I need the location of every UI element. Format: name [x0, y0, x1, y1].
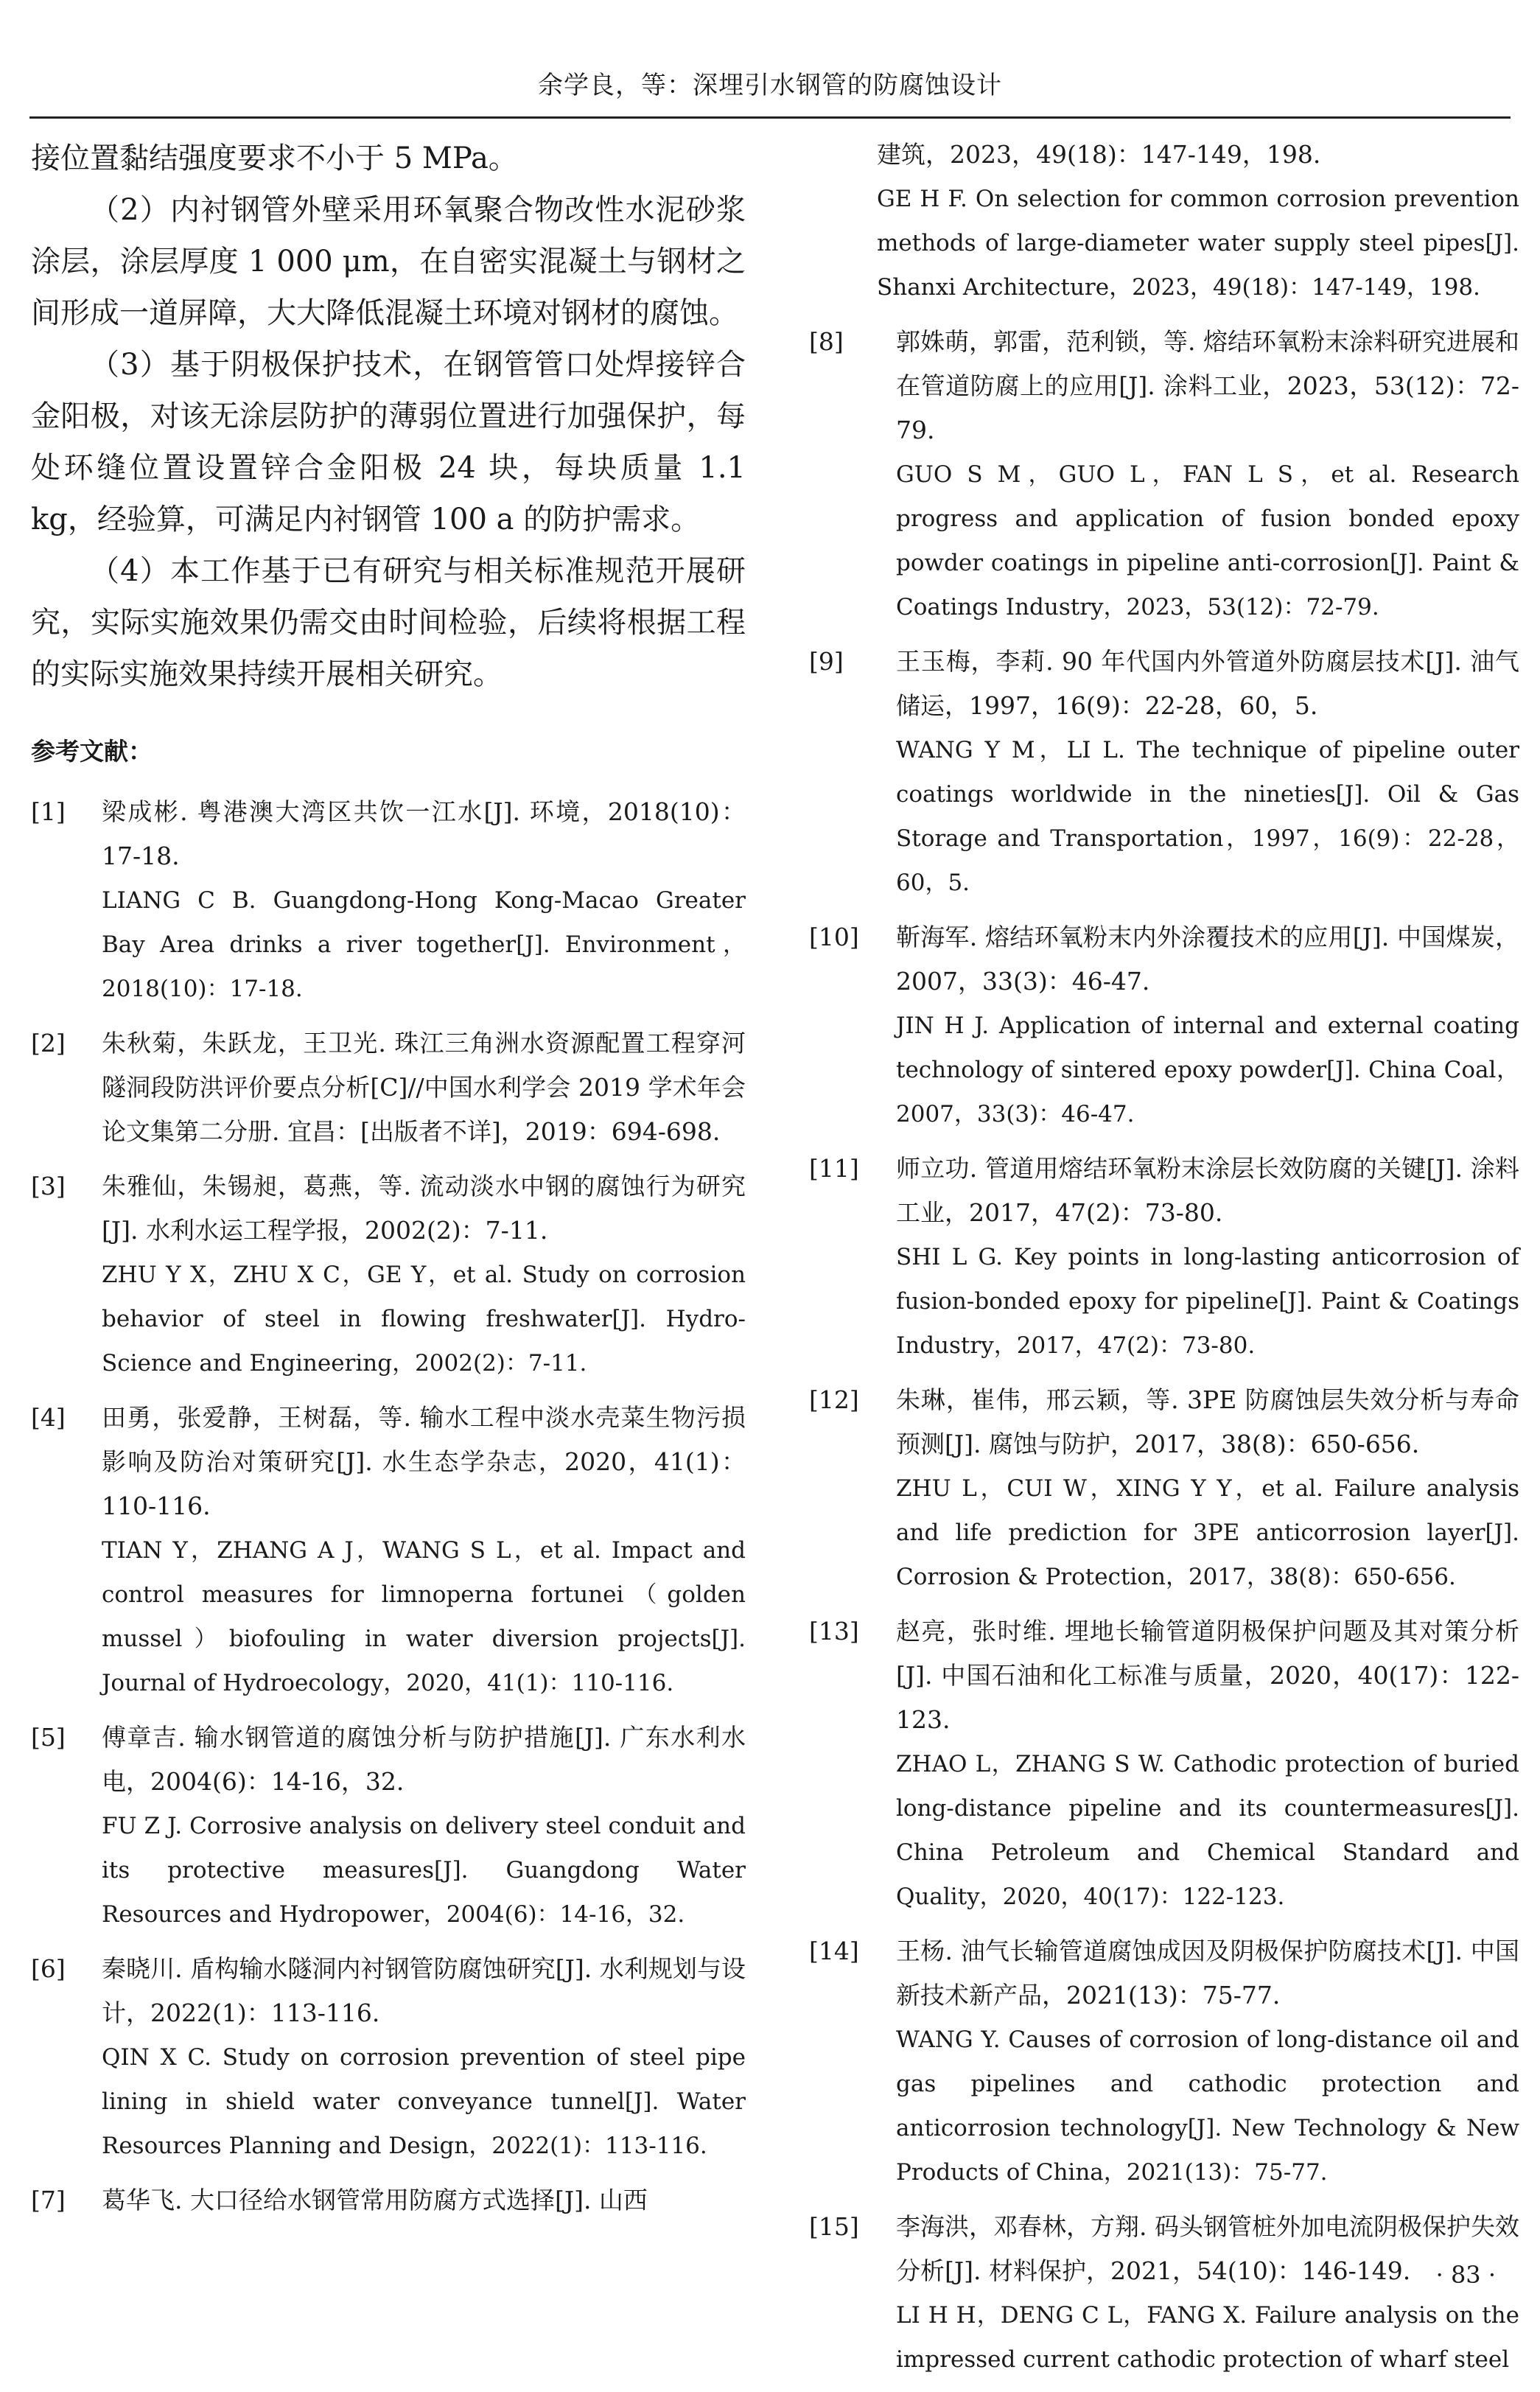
reference-12: [809, 1378, 1519, 1599]
reference-1: [31, 790, 746, 1011]
reference-zh: 师立功. 管道用熔结环氧粉末涂层长效防腐的关键[J]. 涂料工业，2017，47(2)：73-80.: [896, 1154, 1519, 1227]
reference-en: LIANG C B. Guangdong-Hong Kong-Macao Greater Bay Area drinks a river together[J]. Environment，2018(10)：17-18.: [102, 887, 746, 1002]
reference-number: [7]: [31, 2186, 66, 2214]
reference-zh: 田勇，张爱静，王树磊，等. 输水工程中淡水壳菜生物污损影响及防治对策研究[J]. 水生态学杂志，2020，41(1)：110-116.: [102, 1403, 746, 1520]
body-paragraph-2: （2）内衬钢管外壁采用环氧聚合物改性水泥砂浆涂层，涂层厚度 1 000 μm，在自密实混凝土与钢材之间形成一道屏障，大大降低混凝土环境对钢材的腐蚀。: [31, 193, 746, 330]
reference-10: [809, 915, 1519, 1136]
page-number: · 83 ·: [1435, 2261, 1496, 2289]
reference-zh: 傅章吉. 输水钢管道的腐蚀分析与防护措施[J]. 广东水利水电，2004(6)：14-16，32.: [102, 1723, 746, 1796]
reference-zh: 葛华飞. 大口径给水钢管常用防腐方式选择[J]. 山西: [102, 2186, 648, 2214]
reference-number: [15]: [809, 2212, 859, 2241]
reference-zh: 朱秋菊，朱跃龙，王卫光. 珠江三角洲水资源配置工程穿河隧洞段防洪评价要点分析[C]//中国水利学会 2019 学术年会论文集第二分册. 宜昌：[出版者不详]，2019：694-698.: [102, 1029, 746, 1146]
reference-14: [809, 1929, 1519, 2195]
reference-en: TIAN Y，ZHANG A J，WANG S L，et al. Impact and control measures for limnoperna fortunei（golden mussel）biofouling in water diversion projects[J]. Journal of Hydroecology，2020，41(1)：110-116.: [102, 1537, 746, 1696]
reference-en: WANG Y. Causes of corrosion of long-distance oil and gas pipelines and cathodic protection and anticorrosion technology[J]. New Technology & New Products of China，2021(13)：75-77.: [896, 2026, 1519, 2186]
reference-en: LI H H，DENG C L，FANG X. Failure analysis on the impressed current cathodic protection of wharf steel: [896, 2302, 1519, 2373]
reference-zh: 建筑，2023，49(18)：147-149，198.: [877, 140, 1321, 169]
body-paragraph-4: （4）本工作基于已有研究与相关标准规范开展研究，实际实施效果仍需交由时间检验，后续将根据工程的实际实施效果持续开展相关研究。: [31, 554, 746, 691]
reference-zh: 秦晓川. 盾构输水隧洞内衬钢管防腐蚀研究[J]. 水利规划与设计，2022(1)：113-116.: [102, 1954, 746, 2027]
left-column: [31, 133, 746, 2233]
reference-number: [8]: [809, 327, 844, 356]
reference-7-continued: [809, 133, 1519, 310]
reference-zh: 王玉梅，李莉. 90 年代国内外管道外防腐层技术[J]. 油气储运，1997，16(9)：22-28，60，5.: [896, 647, 1519, 720]
reference-7: [31, 2178, 746, 2223]
reference-9: [809, 640, 1519, 905]
reference-6: [31, 1947, 746, 2168]
reference-number: [2]: [31, 1029, 66, 1057]
reference-4: [31, 1396, 746, 1705]
reference-8: [809, 320, 1519, 629]
reference-zh: 靳海军. 熔结环氧粉末内外涂覆技术的应用[J]. 中国煤炭，2007，33(3)：46-47.: [896, 923, 1519, 996]
reference-number: [3]: [31, 1172, 66, 1200]
reference-en: ZHU L，CUI W，XING Y Y，et al. Failure analysis and life prediction for 3PE anticorrosion layer[J]. Corrosion & Protection，2017，38(8)：650-656.: [896, 1475, 1519, 1590]
reference-en: GE H F. On selection for common corrosion prevention methods of large-diameter water supply steel pipes[J]. Shanxi Architecture，2023，49(18)：147-149，198.: [877, 186, 1519, 301]
reference-en: GUO S M，GUO L，FAN L S，et al. Research progress and application of fusion bonded epoxy powder coatings in pipeline anti-corrosion[J]. Paint & Coatings Industry，2023，53(12)：72-79.: [896, 461, 1519, 620]
reference-en: ZHAO L，ZHANG S W. Cathodic protection of buried long-distance pipeline and its countermeasures[J]. China Petroleum and Chemical Standard and Quality，2020，40(17)：122-123.: [896, 1751, 1519, 1910]
right-column: [809, 133, 1519, 2392]
reference-number: [13]: [809, 1617, 859, 1646]
reference-2: [31, 1021, 746, 1154]
reference-number: [10]: [809, 923, 859, 951]
running-header: 余学良，等：深埋引水钢管的防腐蚀设计: [538, 71, 1002, 100]
reference-en: FU Z J. Corrosive analysis on delivery steel conduit and its protective measures[J]. Guangdong Water Resources and Hydropower，2004(6)：14-16，32.: [102, 1813, 746, 1928]
reference-number: [5]: [31, 1723, 66, 1752]
reference-number: [14]: [809, 1937, 859, 1965]
references-title: 参考文献：: [31, 737, 153, 766]
reference-3: [31, 1164, 746, 1385]
reference-15: [809, 2205, 1519, 2382]
reference-zh: 朱琳，崔伟，邢云颖，等. 3PE 防腐蚀层失效分析与寿命预测[J]. 腐蚀与防护，2017，38(8)：650-656.: [896, 1385, 1519, 1458]
body-paragraph-3: （3）基于阴极保护技术，在钢管管口处焊接锌合金阳极，对该无涂层防护的薄弱位置进行加强保护，每处环缝位置设置锌合金阳极 24 块，每块质量 1.1 kg，经验算，可满足内衬钢管 100 a 的防护需求。: [31, 348, 746, 536]
reference-11: [809, 1147, 1519, 1368]
reference-number: [11]: [809, 1154, 859, 1183]
reference-13: [809, 1609, 1519, 1919]
reference-zh: 赵亮，张时维. 埋地长输管道阴极保护问题及其对策分析[J]. 中国石油和化工标准与质量，2020，40(17)：122-123.: [896, 1617, 1519, 1734]
reference-en: ZHU Y X，ZHU X C，GE Y，et al. Study on corrosion behavior of steel in flowing freshwater[J]. Hydro-Science and Engineering，2002(2)：7-11.: [102, 1262, 746, 1377]
reference-zh: 梁成彬. 粤港澳大湾区共饮一江水[J]. 环境，2018(10)：17-18.: [102, 797, 746, 870]
reference-en: SHI L G. Key points in long-lasting anticorrosion of fusion-bonded epoxy for pipeline[J]. Paint & Coatings Industry，2017，47(2)：73-80.: [896, 1244, 1519, 1359]
reference-zh: 郭姝萌，郭雷，范利锁，等. 熔结环氧粉末涂料研究进展和在管道防腐上的应用[J]. 涂料工业，2023，53(12)：72-79.: [896, 327, 1519, 444]
header-rule: [29, 116, 1511, 119]
reference-number: [9]: [809, 647, 844, 676]
reference-number: [1]: [31, 797, 66, 826]
reference-en: WANG Y M，LI L. The technique of pipeline outer coatings worldwide in the nineties[J]. Oil & Gas Storage and Transportation，1997，16(9)：22-28，60，5.: [896, 737, 1519, 896]
body-paragraph-1: 接位置黏结强度要求不小于 5 MPa。: [31, 141, 518, 175]
reference-number: [12]: [809, 1385, 859, 1414]
reference-5: [31, 1716, 746, 1937]
reference-zh: 李海洪，邓春林，方翔. 码头钢管桩外加电流阴极保护失效分析[J]. 材料保护，2021，54(10)：146-149.: [896, 2212, 1519, 2285]
reference-number: [4]: [31, 1403, 66, 1432]
reference-en: JIN H J. Application of internal and external coating technology of sintered epoxy powder[J]. China Coal，2007，33(3)：46-47.: [896, 1013, 1519, 1127]
reference-zh: 王杨. 油气长输管道腐蚀成因及阴极保护防腐技术[J]. 中国新技术新产品，2021(13)：75-77.: [896, 1937, 1519, 2010]
reference-number: [6]: [31, 1954, 66, 1983]
reference-zh: 朱雅仙，朱锡昶，葛燕，等. 流动淡水中钢的腐蚀行为研究[J]. 水利水运工程学报，2002(2)：7-11.: [102, 1172, 746, 1245]
reference-en: QIN X C. Study on corrosion prevention of steel pipe lining in shield water conveyance tunnel[J]. Water Resources Planning and Design，2022(1)：113-116.: [102, 2044, 746, 2159]
